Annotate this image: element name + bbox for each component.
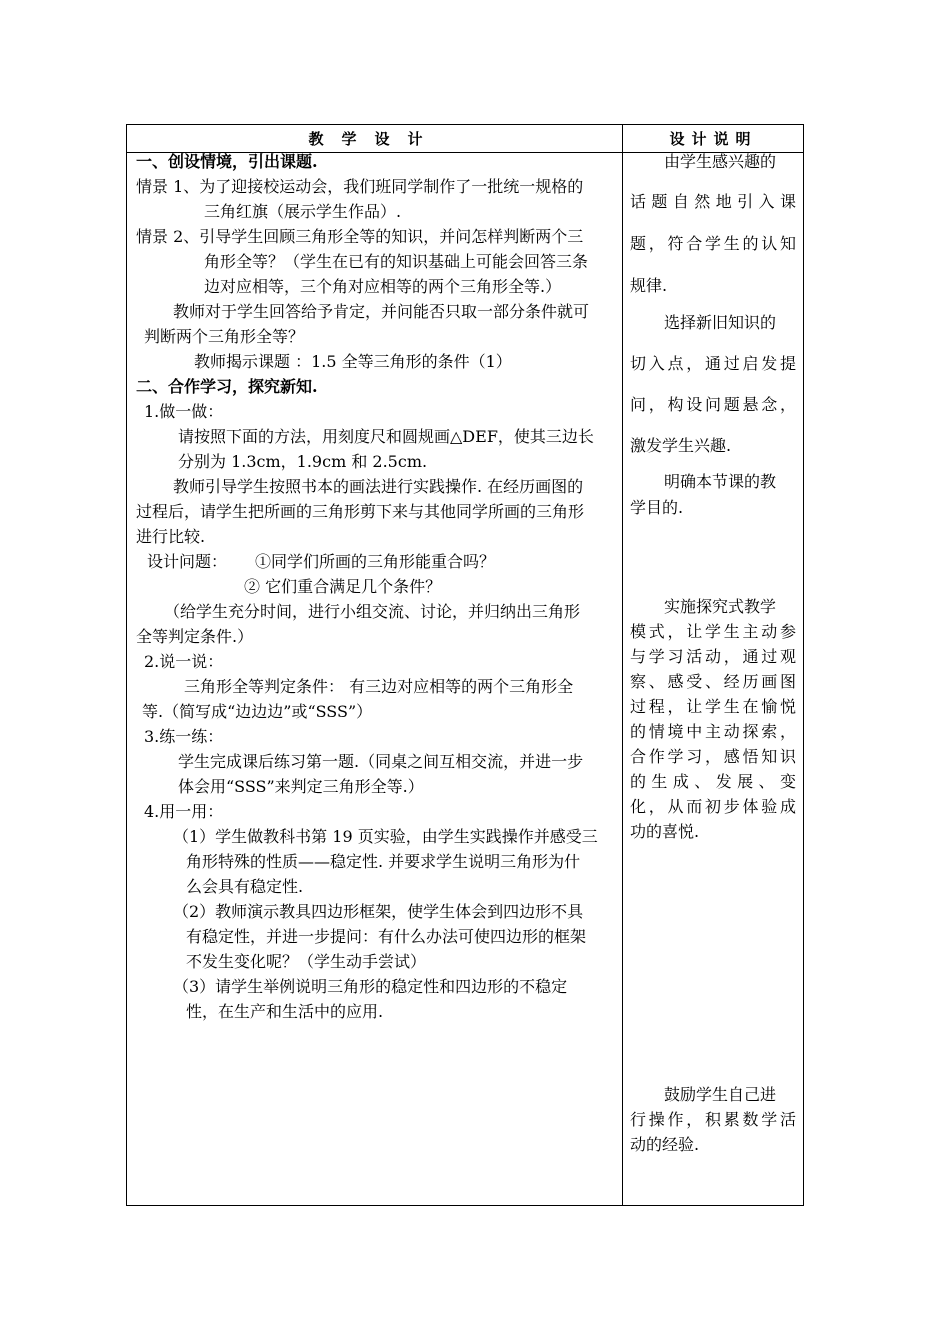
text-line: （1）学生做教科书第 19 页实验，由学生实践操作并感受三	[173, 827, 598, 846]
header-teaching-design: 教学设计	[308, 130, 441, 148]
text-line: 教师引导学生按照书本的画法进行实践操作. 在经历画图的	[173, 477, 584, 496]
column-divider	[622, 125, 623, 1205]
note-line: 合作学习，感悟知识	[630, 747, 796, 766]
note-line: 过程，让学生在愉悦	[630, 697, 796, 716]
text-line: 分别为 1.3cm，1.9cm 和 2.5cm.	[178, 452, 428, 471]
note-line: 激发学生兴趣.	[630, 436, 732, 455]
subsection-title: 1.做一做：	[144, 402, 224, 421]
note-line: 学目的.	[630, 498, 684, 517]
note-line: 由学生感兴趣的	[664, 152, 777, 171]
subsection-title: 4.用一用：	[144, 802, 224, 821]
text-line: （3）请学生举例说明三角形的稳定性和四边形的不稳定	[173, 977, 568, 996]
text-line: 情景 1、为了迎接校运动会，我们班同学制作了一批统一规格的	[136, 177, 584, 196]
note-line: 问，构设问题悬念，	[630, 395, 796, 414]
note-line: 选择新旧知识的	[664, 313, 777, 332]
note-line: 模式，让学生主动参	[630, 622, 796, 641]
note-line: 规律.	[630, 276, 668, 295]
note-line: 的情境中主动探索，	[630, 722, 796, 741]
note-line: 与学习活动，通过观	[630, 647, 796, 666]
text-line: 边对应相等，三个角对应相等的两个三角形全等.）	[204, 277, 562, 296]
text-line: 等.（简写成“边边边”或“SSS”）	[142, 702, 373, 721]
note-line: 察、感受、经历画图	[630, 672, 796, 691]
text-line: 全等判定条件.）	[136, 627, 254, 646]
design-question-2: ② 它们重合满足几个条件？	[244, 577, 442, 596]
subsection-title: 2.说一说：	[144, 652, 224, 671]
text-line: 情景 2、引导学生回顾三角形全等的知识，并问怎样判断两个三	[136, 227, 584, 246]
text-line: 有稳定性，并进一步提问：有什么办法可使四边形的框架	[186, 927, 587, 946]
note-line: 话题自然地引入课	[630, 192, 796, 211]
text-line: （2）教师演示教具四边形框架，使学生体会到四边形不具	[173, 902, 584, 921]
text-line: 进行比较.	[136, 527, 206, 546]
design-question-label: 设计问题：	[147, 552, 228, 571]
section-1-title: 一、创设情境，引出课题.	[136, 152, 318, 171]
subsection-title: 3.练一练：	[144, 727, 224, 746]
note-line: 切入点，通过启发提	[630, 354, 796, 373]
note-line: 题，符合学生的认知	[630, 234, 796, 253]
text-line: 性，在生产和生活中的应用.	[186, 1002, 384, 1021]
note-line: 的生成、发展、变	[630, 772, 796, 791]
text-line: 判断两个三角形全等？	[144, 327, 305, 346]
lesson-topic: 教师揭示课题 ：1.5 全等三角形的条件（1）	[194, 352, 512, 371]
note-line: 动的经验.	[630, 1135, 700, 1154]
text-line: 么会具有稳定性.	[186, 877, 304, 896]
note-line: 行操作，积累数学活	[630, 1110, 796, 1129]
note-line: 化，从而初步体验成	[630, 797, 796, 816]
note-line: 实施探究式教学	[664, 597, 777, 616]
text-line: 角形全等？（学生在已有的知识基础上可能会回答三条	[204, 252, 589, 271]
note-line: 鼓励学生自己进	[664, 1085, 777, 1104]
design-question-1: ①同学们所画的三角形能重合吗？	[255, 552, 496, 571]
text-line: 过程后，请学生把所画的三角形剪下来与其他同学所画的三角形	[136, 502, 585, 521]
text-line: 角形特殊的性质——稳定性. 并要求学生说明三角形为什	[186, 852, 581, 871]
header-design-notes: 设计说明	[669, 130, 758, 148]
text-line: 学生完成课后练习第一题.（同桌之间互相交流，并进一步	[178, 752, 584, 771]
text-line: 体会用“SSS”来判定三角形全等.）	[178, 777, 424, 796]
text-line: 请按照下面的方法，用刻度尺和圆规画△DEF，使其三边长	[178, 427, 594, 446]
note-line: 功的喜悦.	[630, 822, 700, 841]
text-line: 不发生变化呢？（学生动手尝试）	[186, 952, 427, 971]
note-line: 明确本节课的教	[664, 472, 777, 491]
text-line: 三角红旗（展示学生作品）.	[204, 202, 402, 221]
text-line: 教师对于学生回答给予肯定，并问能否只取一部分条件就可	[173, 302, 590, 321]
text-line: （给学生充分时间，进行小组交流、讨论，并归纳出三角形	[164, 602, 581, 621]
section-2-title: 二、合作学习，探究新知.	[136, 377, 318, 396]
text-line: 三角形全等判定条件： 有三边对应相等的两个三角形全	[184, 677, 574, 696]
